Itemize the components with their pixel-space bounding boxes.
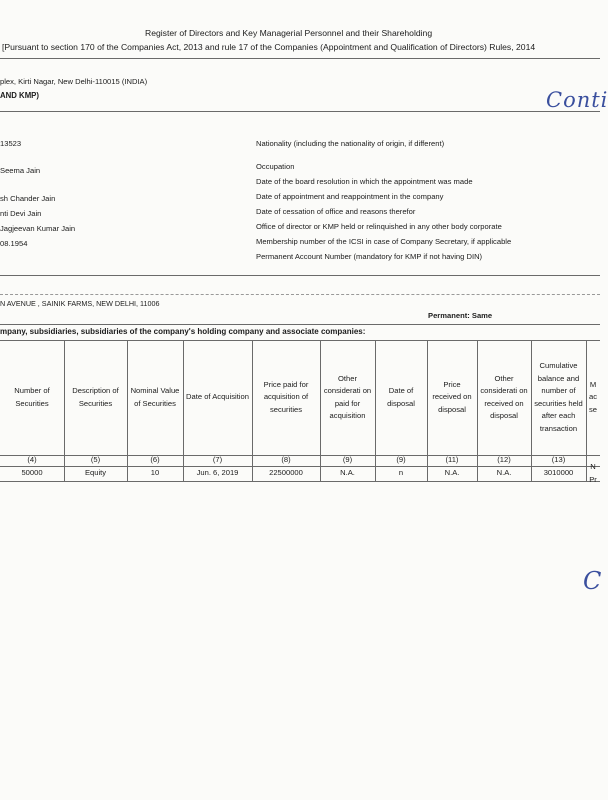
- field-label-appointment-date: Date of appointment and reappointment in the company: [256, 192, 444, 201]
- table-cell: 22500000: [269, 468, 303, 478]
- column-header: Date of Acquisition: [186, 392, 249, 402]
- register-subtitle: [Pursuant to section 170 of the Companies Act, 2013 and rule 17 of the Companies (Appointment and Qualification of Directors) Rules, 2014: [2, 42, 536, 52]
- table-cell: N.A.: [496, 468, 512, 478]
- field-label-occupation: Occupation: [256, 162, 295, 171]
- column-number: (9): [342, 455, 353, 465]
- register-title: Register of Directors and Key Managerial Personnel and their Shareholding: [145, 28, 433, 38]
- column-number: (11): [445, 455, 459, 465]
- table-rule: [531, 340, 532, 481]
- field-label-icsi-membership: Membership number of the ICSI in case of Company Secretary, if applicable: [256, 237, 512, 246]
- field-label-nationality: Nationality (including the nationality of origin, if different): [256, 139, 445, 148]
- column-header: Cumulative balance and number of securities held after each transaction: [534, 361, 583, 433]
- table-cell: Jun. 6, 2019: [196, 468, 239, 478]
- column-header: Price paid for acquisition of securities: [263, 379, 309, 414]
- divider: [0, 275, 600, 276]
- column-number: (13): [551, 455, 566, 465]
- grandfather-name: Jagjeevan Kumar Jain: [0, 224, 76, 233]
- column-header: Other considerati on received on disposal: [480, 373, 528, 420]
- field-label-other-office: Office of director or KMP held or relinquished in any other body corporate: [256, 222, 502, 231]
- table-rule: [477, 340, 478, 481]
- divider: [0, 58, 600, 59]
- kmp-label: AND KMP): [0, 91, 39, 100]
- permanent-address: Permanent: Same: [428, 311, 493, 320]
- table-cell: 10: [150, 468, 160, 478]
- table-cell: Equity: [84, 468, 107, 478]
- table-cell: 3010000: [543, 468, 574, 478]
- table-rule: [64, 340, 65, 481]
- column-header: Description of Securities: [72, 386, 119, 408]
- handwritten-continued-note: Conti: [546, 88, 608, 112]
- column-number: (12): [497, 455, 511, 465]
- column-header: Other considerati on paid for acquisition: [323, 373, 372, 420]
- column-header: Number of Securities: [14, 386, 50, 408]
- mother-name: nti Devi Jain: [0, 209, 42, 218]
- date-of-birth: 08.1954: [0, 239, 28, 248]
- column-header: Date of disposal: [387, 386, 415, 408]
- din-value: 13523: [0, 139, 22, 148]
- divider: [0, 111, 600, 112]
- column-number: (4): [27, 455, 37, 465]
- table-rule: [586, 340, 587, 481]
- column-number: (9): [396, 455, 406, 465]
- divider: [0, 294, 600, 295]
- divider: [0, 324, 600, 325]
- column-number: (7): [212, 455, 223, 465]
- table-cell: N Pr: [589, 462, 597, 484]
- field-label-cessation-date: Date of cessation of office and reasons therefor: [256, 207, 416, 216]
- column-header: Nominal Value of Securities: [130, 386, 180, 408]
- table-rule: [375, 340, 376, 481]
- column-header: Price received on disposal: [432, 379, 472, 414]
- table-cell: n: [398, 468, 404, 478]
- table-rule: [320, 340, 321, 481]
- table-cell: N.A.: [444, 468, 460, 478]
- table-cell: N.A.: [340, 468, 355, 478]
- father-name: sh Chander Jain: [0, 194, 56, 203]
- column-number: (8): [281, 455, 291, 465]
- column-number: (6): [150, 455, 160, 465]
- table-rule: [183, 340, 184, 481]
- table-rule: [252, 340, 253, 481]
- field-label-pan: Permanent Account Number (mandatory for KMP if not having DIN): [256, 252, 483, 261]
- column-number: (5): [90, 455, 101, 465]
- table-rule: [0, 481, 600, 482]
- table-rule: [427, 340, 428, 481]
- section-heading: mpany, subsidiaries, subsidiaries of the company's holding company and associate companies:: [0, 327, 366, 336]
- present-address: N AVENUE , SAINIK FARMS, NEW DELHI, 11006: [0, 299, 160, 308]
- spouse-name: Seema Jain: [0, 166, 41, 175]
- table-cell: 50000: [21, 468, 43, 478]
- column-header: M ac se: [588, 379, 598, 414]
- company-address: plex, Kirti Nagar, New Delhi-110015 (INDIA): [0, 77, 148, 86]
- handwritten-mark: C: [583, 567, 602, 595]
- table-rule: [127, 340, 128, 481]
- field-label-board-resolution: Date of the board resolution in which the appointment was made: [256, 177, 473, 186]
